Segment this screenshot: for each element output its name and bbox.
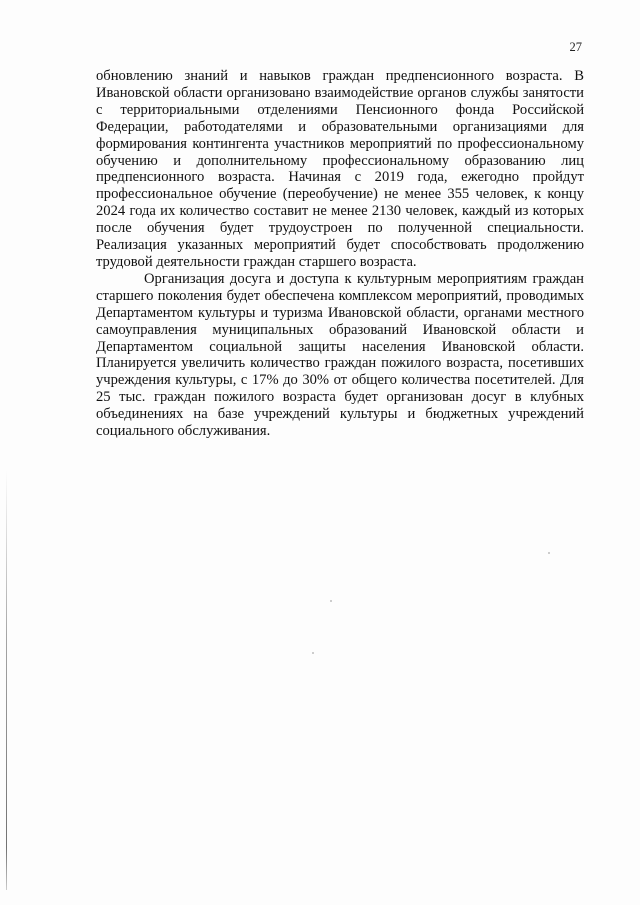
scan-speck <box>548 552 550 554</box>
paragraph-continuation: обновлению знаний и навыков граждан предпенсионного возраста. В Ивановской области организовано взаимодействие органов службы занятости с территориальными отделениями Пенсионного фонда Российской Федерации, работодателями и образовательными организациями для формирования контингента участников мероприятий по профессиональному обучению и дополнительному профессиональному образованию лиц предпенсионного возраста. Начиная с 2019 года, ежегодно пройдут профессиональное обучение (переобучение) не менее 355 человек, к концу 2024 года их количество составит не менее 2130 человек, каждый из которых после обучения будет трудоустроен по полученной специальности. Реализация указанных мероприятий будет способствовать продолжению трудовой деятельности граждан старшего возраста. <box>96 68 584 270</box>
page-number: 27 <box>569 40 582 54</box>
scan-speck <box>330 600 332 602</box>
body-text <box>96 68 584 440</box>
scan-speck <box>312 652 314 654</box>
paragraph-leisure: Организация досуга и доступа к культурным мероприятиям граждан старшего поколения будет обеспечена комплексом мероприятий, проводимых Департаментом культуры и туризма Ивановской области, органами местного самоуправления муниципальных образований Ивановской области и Департаментом социальной защиты населения Ивановской области. Планируется увеличить количество граждан пожилого возраста, посетивших учреждения культуры, с 17% до 30% от общего количества посетителей. Для 25 тыс. граждан пожилого возраста будет организован досуг в клубных объединениях на базе учреждений культуры и бюджетных учреждений социального обслуживания. <box>96 270 584 440</box>
scan-edge-mark <box>6 470 7 890</box>
